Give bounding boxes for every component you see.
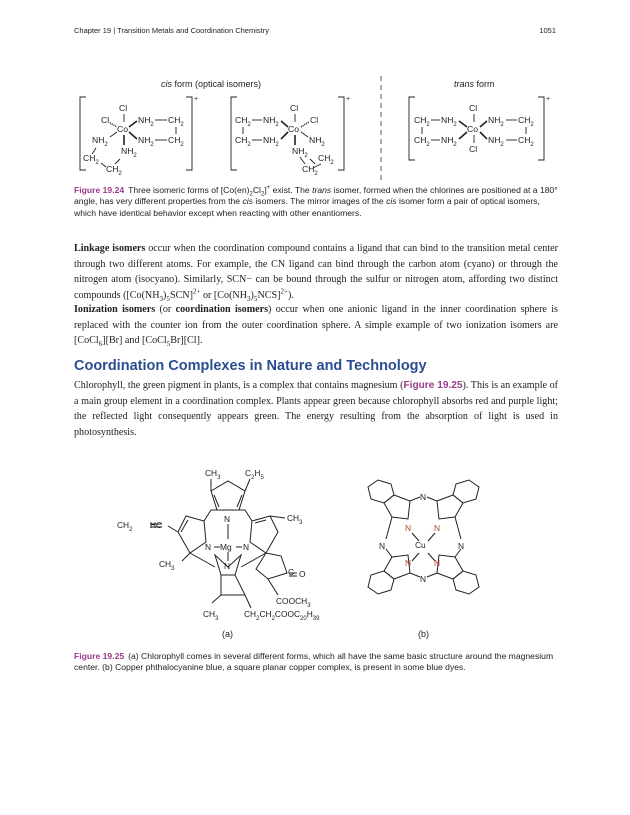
svg-text:NH2: $NH_2$ (292, 146, 308, 159)
svg-text:HC: HC (150, 520, 163, 530)
svg-text:NH2: $NH_2$ (309, 135, 325, 148)
svg-text:N: N (379, 541, 386, 551)
svg-text:NH2: $NH_2$ (441, 115, 457, 128)
trans-italic: trans (454, 79, 475, 89)
trans-isomer (409, 96, 550, 160)
svg-text:NH2: $NH_2$ (263, 135, 279, 148)
svg-text:CH2: $CH_2$ (235, 115, 251, 128)
svg-text:CH2: $CH_2$ (318, 153, 334, 166)
svg-text:C2H5: $C_2H_5$ (245, 468, 264, 481)
svg-text:NH2: $NH_2$ (488, 135, 504, 148)
svg-text:N: N (458, 541, 465, 551)
svg-text:CH2: $CH_2$ (235, 135, 251, 148)
figure-19-25-structures (0, 455, 630, 635)
cis-isomer-1 (80, 96, 198, 177)
term-linkage-isomers: Linkage isomers (74, 243, 146, 254)
figure-19-24-caption: Figure 19.24 Three isomeric forms of $[Co(en)_2Cl_2]^+$ exist. The trans isomer, formed when the chlorines are positioned at a 180° angle, has very different properties from the cis isomers. The mirror images of the cis isomer form a pair of optical isomers, which have identical behavior except when reacting with other enantiomers. (74, 185, 558, 218)
svg-text:Co: Co (288, 124, 299, 134)
svg-text:CH2: $CH_2$ (414, 135, 430, 148)
cis-italic: cis (161, 79, 172, 89)
svg-text:CH2: $CH_2$ (106, 164, 122, 177)
figure-label: Figure 19.25 (74, 651, 125, 661)
svg-text:N: N (243, 542, 250, 552)
svg-text:CH3: $CH_3$ (287, 513, 303, 526)
subfigure-b-label: (b) (418, 629, 429, 639)
cis-isomer-2 (231, 96, 350, 177)
svg-text:Co: Co (467, 124, 478, 134)
svg-text:N: N (224, 561, 231, 571)
svg-text:N: N (224, 514, 231, 524)
section-title: Coordination Complexes in Nature and Technology (74, 358, 427, 374)
svg-text:Cl: Cl (469, 144, 478, 154)
chlorine-atom: Cl (119, 103, 128, 113)
svg-text:N: N (434, 558, 441, 568)
term-ionization-isomers: Ionization isomers (74, 304, 156, 315)
running-header: Chapter 19 | Transition Metals and Coordination Chemistry (74, 26, 269, 35)
svg-text:N: N (420, 492, 427, 502)
cis-heading-rest: form (optical isomers) (172, 79, 262, 89)
svg-text:CH2: $CH_2$ (414, 115, 430, 128)
charge-plus: + (194, 96, 199, 103)
svg-text:O: O (299, 569, 306, 579)
figure-19-25-caption: Figure 19.25 (a) Chlorophyll comes in several different forms, which all have the same basic structure around the magnesium center. (b) Copper phthalocyanine blue, a square planar copper complex, is present in some blue dyes. (74, 651, 554, 673)
svg-text:CH2: $CH_2$ (518, 115, 534, 128)
svg-text:+: + (346, 96, 351, 103)
cobalt-atom: Co (117, 124, 128, 134)
chlorine-atom: Cl (101, 115, 110, 125)
svg-text:Cl: Cl (469, 103, 478, 113)
svg-text:N: N (420, 574, 427, 584)
svg-text:NH2: $NH_2$ (92, 135, 108, 148)
svg-text:Mg: Mg (220, 542, 232, 552)
chlorophyll-paragraph: Chlorophyll, the green pigment in plants, is a complex that contains magnesium (Figure 19.25). This is an example of a main group element in a coordination complex. Plants appear green because chlorophyll absorbs red and purple light; the reflected light consequently appears green. The energy resulting from the absorption of light is used in photosynthesis. (74, 380, 558, 438)
svg-text:CH2CH2COOC20H39: $CH_2CH_2COOC_{20}H_{39}$ (244, 609, 320, 622)
svg-text:CH2: $CH_2$ (302, 164, 318, 177)
svg-text:CH2: $CH_2$ (168, 135, 184, 148)
svg-text:Cu: Cu (415, 540, 426, 550)
svg-text:N: N (205, 542, 212, 552)
svg-text:N: N (405, 523, 412, 533)
page-number: 1051 (539, 26, 556, 35)
svg-text:CH2: $CH_2$ (518, 135, 534, 148)
subfigure-a-label: (a) (222, 629, 233, 639)
svg-text:CH2: $CH_2$ (168, 115, 184, 128)
svg-text:NH2: $NH_2$ (441, 135, 457, 148)
svg-text:+: + (546, 96, 551, 103)
svg-text:CH3: $CH_3$ (203, 609, 219, 622)
svg-text:NH2: $NH_2$ (138, 115, 154, 128)
svg-text:Cl: Cl (290, 103, 299, 113)
figure-19-24-structures (0, 0, 630, 190)
svg-text:NH2: $NH_2$ (488, 115, 504, 128)
svg-text:NH2: $NH_2$ (263, 115, 279, 128)
svg-text:CH2: $CH_2$ (83, 153, 99, 166)
linkage-isomers-paragraph: Linkage isomers occur when the coordination compound contains a ligand that can bind to the transition metal center through two different atoms. For example, the CN ligand can bind through the carbon atom (cyano) or through the nitrogen atom (isocyano). Similarly, SCN− can be bound through the sulfur or nitrogen atom, affording two distinct compounds ($[Co(NH_3)_5SCN]^{2+}$ or $[Co(NH_3)_5NCS]^{2+}$). (74, 243, 558, 303)
svg-text:N: N (434, 523, 441, 533)
term-coordination-isomers: coordination isomers (175, 304, 269, 315)
figure-label: Figure 19.24 (74, 185, 125, 195)
svg-text:CH3: $CH_3$ (159, 559, 175, 572)
svg-text:CH3: $CH_3$ (205, 468, 221, 481)
svg-text:Cl: Cl (310, 115, 319, 125)
svg-text:CH2: $CH_2$ (117, 520, 133, 533)
trans-heading-rest: form (474, 79, 495, 89)
svg-text:NH2: $NH_2$ (138, 135, 154, 148)
svg-text:C: C (288, 567, 295, 577)
svg-text:COOCH3: $COOCH_3$ (276, 596, 311, 609)
svg-text:NH2: $NH_2$ (121, 146, 137, 159)
ionization-isomers-paragraph: Ionization isomers (or coordination isomers) occur when one anionic ligand in the inner coordination sphere is replaced with the counter ion from the outer coordination sphere. A simple example of two ionization isomers are [CoCl$_6$][Br] and [CoCl$_5$Br][Cl]. (74, 304, 558, 349)
svg-text:N: N (405, 558, 412, 568)
figure-19-25-link[interactable]: Figure 19.25 (403, 380, 463, 391)
